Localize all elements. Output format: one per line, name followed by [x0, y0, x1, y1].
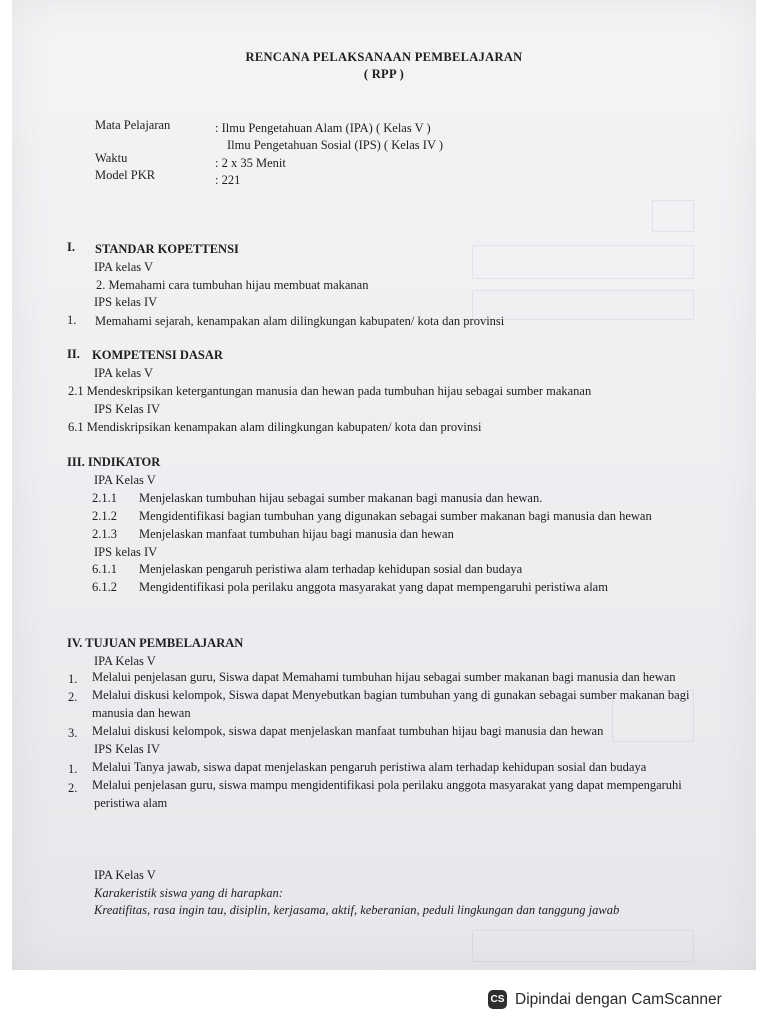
goal-number: 3. [68, 726, 78, 740]
s4-ipa-label: IPA Kelas V [94, 654, 156, 668]
s1-ips-item-number: 1. [67, 313, 77, 327]
indicator-number: 6.1.2 [92, 580, 117, 594]
s2-ipa-label: IPA kelas V [94, 366, 154, 380]
goal-text: Melalui penjelasan guru, Siswa dapat Memahami tumbuhan hijau sebagai sumber makanan bagi manusia dan hewan [92, 670, 676, 684]
show-through-mark [472, 290, 694, 320]
show-through-mark [472, 930, 694, 962]
s3-ipa-label: IPA Kelas V [94, 473, 156, 487]
goal-number: 2. [68, 690, 78, 704]
s1-ipa-item: 2. Memahami cara tumbuhan hijau membuat makanan [96, 278, 369, 292]
scanned-page [12, 0, 756, 970]
mapel-value-2: Ilmu Pengetahuan Sosial (IPS) ( Kelas IV ) [227, 138, 444, 152]
goal-text: Melalui diskusi kelompok, siswa dapat menjelaskan manfaat tumbuhan hijau bagi manusia dan hewan [92, 724, 604, 738]
s3-ips-label: IPS kelas IV [94, 545, 158, 559]
s4-ips-label: IPS Kelas IV [94, 742, 160, 756]
indicator-text: Mengidentifikasi bagian tumbuhan yang digunakan sebagai sumber makanan bagi manusia dan hewan [139, 509, 652, 523]
karakter-label: Karakeristik siswa yang di harapkan: [94, 886, 283, 900]
s1-ipa-label: IPA kelas V [94, 260, 154, 274]
camscanner-text: Dipindai dengan CamScanner [515, 990, 722, 1008]
indicator-number: 2.1.1 [92, 491, 117, 505]
s1-ips-item: Memahami sejarah, kenampakan alam dilingkungan kabupaten/ kota dan provinsi [95, 314, 505, 328]
section-1-number: I. [67, 240, 75, 254]
show-through-mark [472, 245, 694, 279]
indicator-number: 2.1.2 [92, 509, 117, 523]
section-3-heading: III. INDIKATOR [67, 455, 161, 469]
mapel-label: Mata Pelajaran [95, 118, 171, 132]
s2-ips-item: 6.1 Mendiskripsikan kenampakan alam dilingkungan kabupaten/ kota dan provinsi [68, 420, 482, 434]
section-1-heading: STANDAR KOPETTENSI [95, 242, 239, 256]
goal-number: 1. [68, 672, 78, 686]
page-subtitle: ( RPP ) [363, 67, 405, 81]
waktu-label: Waktu [95, 151, 128, 165]
section-2-number: II. [67, 347, 80, 361]
s1-ips-label: IPS kelas IV [94, 295, 158, 309]
model-label: Model PKR [95, 168, 156, 182]
section-2-heading: KOMPETENSI DASAR [92, 348, 223, 362]
karakter-class-label: IPA Kelas V [94, 868, 156, 882]
goal-text: Melalui penjelasan guru, siswa mampu mengidentifikasi pola perilaku anggota masyarakat yang dapat mempengaruhi [92, 778, 682, 792]
indicator-text: Menjelaskan tumbuhan hijau sebagai sumber makanan bagi manusia dan hewan. [139, 491, 543, 505]
section-4-heading: IV. TUJUAN PEMBELAJARAN [67, 636, 244, 650]
goal-text: Melalui Tanya jawab, siswa dapat menjelaskan pengaruh peristiwa alam terhadap kehidupan sosial dan budaya [92, 760, 647, 774]
indicator-number: 2.1.3 [92, 527, 117, 541]
indicator-text: Menjelaskan pengaruh peristiwa alam terhadap kehidupan sosial dan budaya [139, 562, 523, 576]
mapel-value-1: : Ilmu Pengetahuan Alam (IPA) ( Kelas V ) [215, 121, 431, 135]
indicator-number: 6.1.1 [92, 562, 117, 576]
indicator-text: Menjelaskan manfaat tumbuhan hijau bagi manusia dan hewan [139, 527, 454, 541]
goal-text: Melalui diskusi kelompok, Siswa dapat Menyebutkan bagian tumbuhan yang di gunakan sebagai sumber makanan bagi [92, 688, 690, 702]
goal-number: 2. [68, 781, 78, 795]
goal-text-cont: manusia dan hewan [92, 706, 191, 720]
goal-number: 1. [68, 762, 78, 776]
camscanner-watermark [488, 990, 722, 1009]
s2-ipa-item: 2.1 Mendeskripsikan ketergantungan manusia dan hewan pada tumbuhan hijau sebagai sumber makanan [68, 384, 592, 398]
page-title: RENCANA PELAKSANAAN PEMBELAJARAN [245, 50, 523, 64]
indicator-text: Mengidentifikasi pola perilaku anggota masyarakat yang dapat mempengaruhi peristiwa alam [139, 580, 608, 594]
show-through-mark [652, 200, 694, 232]
s2-ips-label: IPS Kelas IV [94, 402, 160, 416]
goal-text-cont: peristiwa alam [94, 796, 168, 810]
model-value: : 221 [215, 173, 241, 187]
karakter-values: Kreatifitas, rasa ingin tau, disiplin, kerjasama, aktif, keberanian, peduli lingkungan dan tanggung jawab [94, 903, 620, 917]
waktu-value: : 2 x 35 Menit [215, 156, 286, 170]
camscanner-icon: CS [488, 990, 507, 1009]
